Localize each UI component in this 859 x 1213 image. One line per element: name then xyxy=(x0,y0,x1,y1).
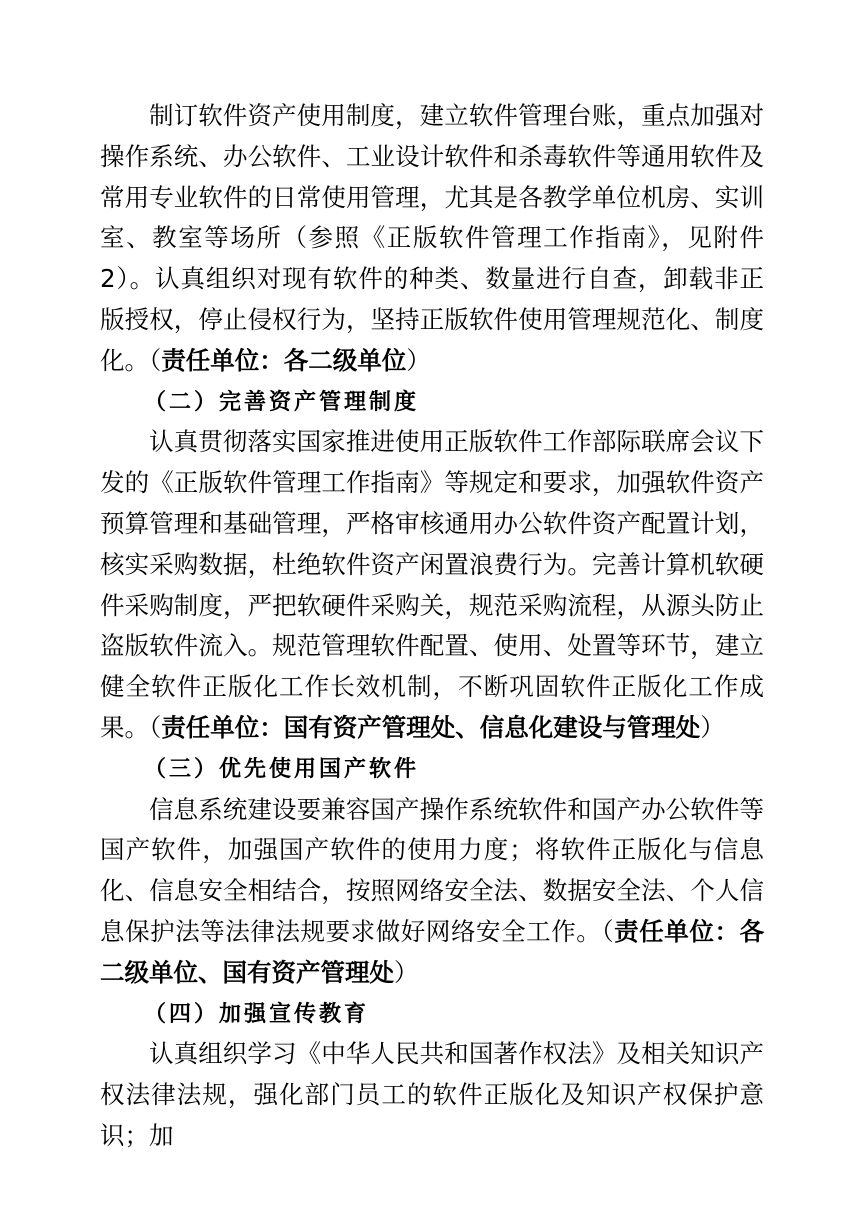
closing-paren: ） xyxy=(700,712,725,742)
section-heading-domestic-software: （三）优先使用国产软件 xyxy=(144,755,420,782)
closing-paren: ） xyxy=(406,345,431,375)
responsible-unit: 责任单位：各二级单位、国有资产管理处 xyxy=(100,916,765,987)
closing-paren: ） xyxy=(394,957,419,987)
paragraph-text: 认真组织学习《中华人民共和国著作权法》及相关知识产权法律法规，强化部门员工的软件正版化及知识产权保护意识；加 xyxy=(100,1039,764,1150)
responsible-unit: 责任单位：国有资产管理处、信息化建设与管理处 xyxy=(161,712,701,742)
paragraph-text: 认真贯彻落实国家推进使用正版软件工作部际联席会议下发的《正版软件管理工作指南》等规定和要求，加强软件资产预算管理和基础管理，严格审核通用办公软件资产配置计划，核实采购数据，杜绝软件资产闲置浪费行为。完善计算机软硬件采购制度，严把软硬件采购关，规范采购流程，从源头防止盗版软件流入。规范管理软件配置、使用、处置等环节，建立健全软件正版化工作长效机制，不断巩固软件正版化工作成果。（ xyxy=(100,427,764,742)
responsible-unit: 责任单位：各二级单位 xyxy=(161,345,407,375)
section-heading-asset-management: （二）完善资产管理制度 xyxy=(144,388,420,415)
paragraph-text: 制订软件资产使用制度，建立软件管理台账，重点加强对操作系统、办公软件、工业设计软件和杀毒软件等通用软件及常用专业软件的日常使用管理，尤其是各教学单位机房、实训室、教室等场所（参照《正版软件管理工作指南》，见附件 2）。认真组织对现有软件的种类、数量进行自查，卸载非正版授权，停止侵权行为，坚持正版软件使用管理规范化、制度化。（ xyxy=(100,101,764,375)
paragraph-domestic-software xyxy=(100,790,764,994)
paragraph-publicity-education xyxy=(100,1034,764,1156)
paragraph-software-usage-system xyxy=(100,96,764,382)
paragraph-text: 信息系统建设要兼容国产操作系统软件和国产办公软件等国产软件，加强国产软件的使用力度；将软件正版化与信息化、信息安全相结合，按照网络安全法、数据安全法、个人信息保护法等法律法规要求做好网络安全工作。（ xyxy=(100,794,764,946)
section-heading-publicity-education: （四）加强宣传教育 xyxy=(144,1000,370,1027)
paragraph-asset-management xyxy=(100,422,764,748)
document-page xyxy=(100,96,764,1157)
